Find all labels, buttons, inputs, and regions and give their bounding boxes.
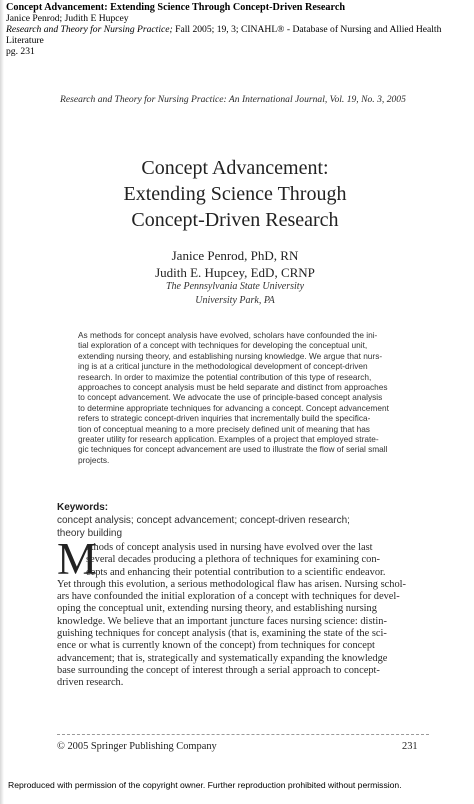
- abstract-line: greater utility for research application. Examples of a project that employed strate-: [78, 434, 379, 445]
- citation-details: Fall 2005; 19, 3; CINAHL® - Database of Nursing and Allied Health Literature: [6, 24, 442, 46]
- abstract-line: ing is at a critical juncture in the methodological development of concept-driven: [78, 361, 368, 372]
- abstract-line: tion of conceptual meaning to a more precisely defined unit of meaning that has: [78, 423, 370, 434]
- keywords: [57, 501, 427, 540]
- footer-divider: [57, 734, 429, 735]
- body-line: oping the conceptual unit, extending nursing theory, and establishing nursing: [57, 603, 377, 615]
- abstract: [78, 330, 418, 465]
- copyright-notice: © 2005 Springer Publishing Company: [57, 741, 217, 752]
- affiliation: [20, 280, 450, 308]
- running-head: Research and Theory for Nursing Practice: An International Journal, Vol. 19, No. 3, 2005: [60, 94, 406, 105]
- scan-edge-shadow: [0, 0, 4, 804]
- title-line: Extending Science Through: [123, 183, 347, 205]
- author-name: Janice Penrod, PhD, RN: [171, 248, 299, 263]
- keywords-line: theory building: [57, 528, 123, 539]
- citation-page: pg. 231: [6, 46, 35, 57]
- page-number: 231: [402, 741, 418, 752]
- reproduction-notice: Reproduced with permission of the copyright owner. Further reproduction prohibited without permission.: [8, 780, 402, 790]
- abstract-line: to determine appropriate techniques for advancing a concept. Concept advancement: [78, 402, 389, 413]
- body-line: advancement; that is, strategically and systematically expanding the knowledge: [57, 652, 388, 664]
- affiliation-line: The Pennsylvania State University: [165, 281, 305, 292]
- keywords-line: [57, 501, 427, 527]
- keywords-label: Keywords:: [57, 502, 109, 513]
- body-line: knowledge. We believe that an important juncture faces nursing science: distin-: [57, 615, 387, 627]
- title-line: Concept Advancement:: [141, 157, 329, 179]
- body-line: ars have confounded the initial exploration of a concept with techniques for devel-: [57, 591, 400, 603]
- abstract-line: to concept advancement. We advocate the use of principle-based concept analysis: [78, 392, 383, 403]
- body-line: ethods of concept analysis used in nursing have evolved over the last: [86, 542, 373, 553]
- citation-article-title: Concept Advancement: Extending Science Through Concept-Driven Research: [6, 2, 346, 13]
- body-line: several decades producing a plethora of techniques for examining con-: [86, 554, 380, 566]
- citation-journal: Research and Theory for Nursing Practice;: [6, 24, 173, 35]
- author-name: Judith E. Hupcey, EdD, CRNP: [155, 265, 315, 280]
- citation-header: [6, 2, 468, 57]
- abstract-line: extending nursing theory, and establishing nursing knowledge. We argue that nurs-: [78, 350, 383, 361]
- author-list: [20, 247, 450, 281]
- abstract-line: approaches to concept analysis must be held separate and distinct from approaches: [78, 382, 388, 393]
- abstract-line: As methods for concept analysis have evolved, scholars have confounded the ini-: [78, 330, 378, 340]
- affiliation-line: University Park, PA: [195, 295, 275, 306]
- drop-cap: M: [57, 534, 98, 584]
- keywords-text: concept analysis; concept advancement; concept-driven research;: [57, 515, 350, 526]
- abstract-line: refers to strategic concept-driven inquiries that incrementally build the specifica-: [78, 413, 371, 424]
- body-line: cepts and enhancing their potential contribution to a scientific endeavor.: [86, 566, 386, 578]
- abstract-line: research. In order to maximize the potential contribution of this type of research,: [78, 371, 372, 382]
- abstract-line: tial exploration of a concept with techniques for developing the conceptual unit,: [78, 340, 368, 351]
- article-title: [20, 155, 450, 233]
- body-line: Yet through this evolution, a serious methodological flaw has arisen. Nursing schol-: [57, 578, 406, 590]
- body-line: base surrounding the concept of interest through a serial approach to concept-: [57, 664, 380, 676]
- body-line: guishing techniques for concept analysis (that is, examining the state of the sci-: [57, 628, 387, 640]
- abstract-line: projects.: [78, 454, 110, 465]
- citation-authors: Janice Penrod; Judith E Hupcey: [6, 13, 129, 24]
- abstract-line: gic techniques for concept advancement are used to illustrate the flow of serial small: [78, 444, 388, 455]
- body-line: driven research.: [57, 677, 124, 689]
- citation-source: [6, 24, 468, 46]
- body-paragraph: [57, 542, 429, 690]
- body-line: ence or what is currently known of the concept) from techniques for concept: [57, 640, 375, 652]
- title-line: Concept-Driven Research: [131, 209, 339, 231]
